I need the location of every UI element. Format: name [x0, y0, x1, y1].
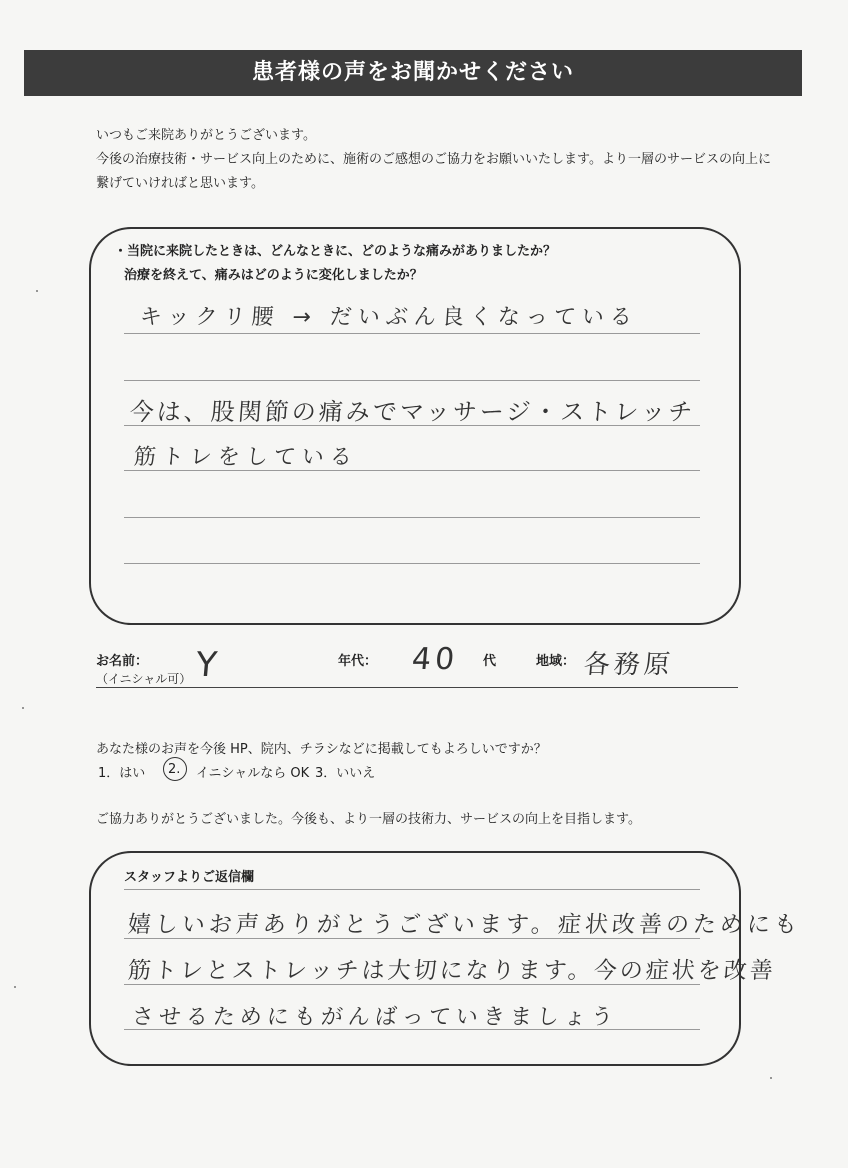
- answer-rule: [124, 517, 700, 518]
- permission-option-3[interactable]: 3．いいえ: [315, 766, 376, 781]
- thanks-text: ご協力ありがとうございました。今後も、より一層の技術力、サービスの向上を目指します。: [96, 812, 641, 827]
- handwritten-answer-line: 筋トレをしている: [132, 445, 359, 470]
- staff-reply-heading: スタッフよりご返信欄: [124, 870, 255, 885]
- intro-line: 繋げていければと思います。: [96, 176, 264, 191]
- age-label: 年代：: [338, 654, 378, 669]
- info-underline: [96, 687, 738, 688]
- region-label: 地域：: [536, 654, 576, 669]
- permission-option-2-number[interactable]: 2.: [168, 762, 181, 777]
- scan-speck: [770, 1077, 772, 1079]
- permission-question: あなた様のお声を今後 HP、院内、チラシなどに掲載してもよろしいですか？: [96, 742, 547, 757]
- handwritten-reply-line: 筋トレとストレッチは大切になります。今の症状を改善: [126, 958, 777, 984]
- name-note: （イニシャル可）: [96, 672, 192, 686]
- intro-text: [96, 124, 776, 196]
- handwritten-reply-line: 嬉しいお声ありがとうございます。症状改善のためにも: [126, 912, 802, 938]
- intro-line: いつもご来院ありがとうございます。: [96, 128, 316, 143]
- name-label: お名前：: [96, 654, 149, 669]
- scan-speck: [22, 707, 24, 709]
- handwritten-answer-line: 今は、股関節の痛みでマッサージ・ストレッチ: [128, 398, 697, 426]
- permission-option-2[interactable]: イニシャルなら OK: [196, 766, 310, 781]
- age-value: 40: [410, 642, 460, 677]
- name-value: Y: [194, 645, 223, 685]
- survey-question-1: ・当院に来院したときは、どんなときに、どのような痛みがありましたか？: [114, 244, 557, 259]
- intro-line: 今後の治療技術・サービス向上のために、施術のご感想のご協力をお願いいたします。より一層のサービスの向上に: [96, 152, 771, 167]
- answer-rule: [124, 380, 700, 381]
- region-value: 各務原: [582, 650, 676, 680]
- answer-rule: [124, 333, 700, 334]
- reply-rule: [124, 889, 700, 890]
- handwritten-answer-line: キックリ腰 → だいぶん良くなっている: [138, 305, 639, 330]
- scan-speck: [36, 290, 38, 292]
- answer-rule: [124, 563, 700, 564]
- handwritten-reply-line: させるためにもがんばっていきましょう: [130, 1005, 619, 1030]
- age-suffix: 代: [483, 654, 497, 669]
- survey-question-2: 治療を終えて、痛みはどのように変化しましたか？: [124, 268, 423, 283]
- page-title: 患者様の声をお聞かせください: [24, 50, 802, 96]
- scan-speck: [14, 986, 16, 988]
- permission-option-1[interactable]: 1．はい: [98, 766, 146, 781]
